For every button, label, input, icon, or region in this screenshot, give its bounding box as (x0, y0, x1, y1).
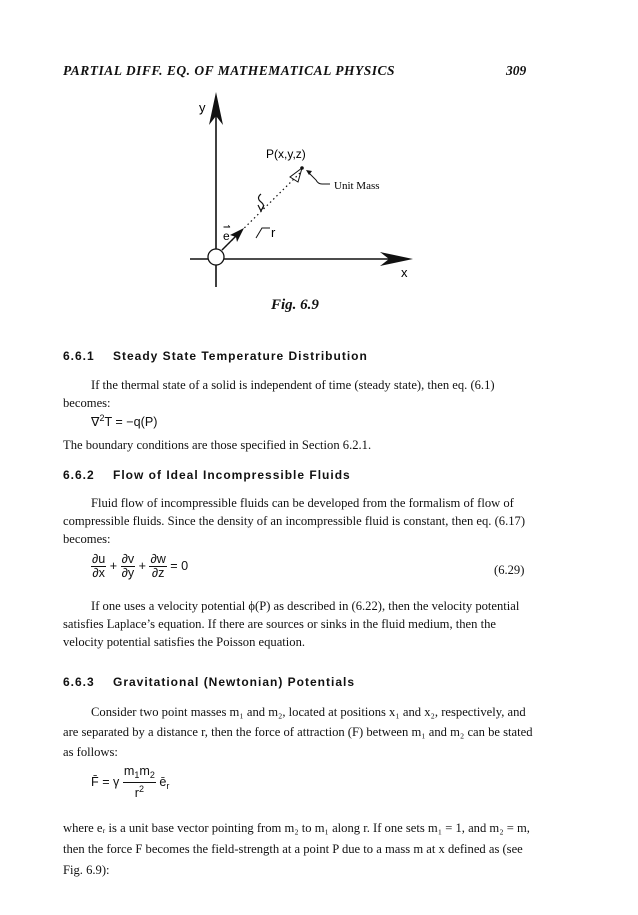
section-title: Flow of Ideal Incompressible Fluids (113, 468, 351, 482)
section-number: 6.6.1 (63, 349, 95, 363)
paragraph-6-6-2-intro: Fluid flow of incompressible fluids can be developed from the formalism of flow of compressible fluids. Since the density of an incompressible fluid is constant, then eq. (6.17) becomes: (63, 496, 526, 546)
origin-circle (208, 249, 224, 265)
figure-6-9 (0, 0, 638, 330)
section-heading-6-6-3 (63, 675, 355, 689)
paragraph-6-6-2-potential: If one uses a velocity potential ϕ(P) as described in (6.22), then the velocity potential satisfies Laplace’s equation. If there are sources or sinks in the fluid medium, then the velocity potential satisfies the Poisson equation. (63, 599, 520, 649)
equation-number-6-29: (6.29) (494, 563, 525, 577)
point-label: P(x,y,z) (266, 147, 306, 161)
paragraph-6-6-3-unit-vector: where eᵣ is a unit base vector pointing from m₂ to m₁ along r. If one sets m₁ = 1, and m₂ = m, then the force F becomes the field-strength at a point P due to a mass m at x defined as (see Fig. 6.9): (63, 821, 530, 877)
unit-mass-leader (308, 172, 330, 184)
e-label: e (223, 229, 230, 243)
equation-newton-gravity: F̄ = γ $\frac{m_1m_2}{r^2}$ $ē_r$ (91, 764, 170, 800)
paragraph-6-6-3-intro: Consider two point masses m₁ and m₂, located at positions x₁ and x₂, respectively, and are separated by a distance r, then the force of attraction (F) between m₁ and m₂ can be stated as follows: (63, 705, 533, 759)
unit-mass-label: Unit Mass (334, 180, 380, 192)
section-heading-6-6-1 (63, 349, 368, 363)
section-heading-6-6-2 (63, 468, 351, 482)
r-squiggle (258, 194, 264, 211)
paragraph-6-6-1-boundary: The boundary conditions are those specified in Section 6.2.1. (63, 438, 372, 452)
e-vector-bar: ⇀ (223, 222, 231, 232)
x-axis-label: x (401, 265, 408, 280)
equation-continuity: $\frac{\partial u}{\partial x}$ + $\frac{\partial v}{\partial y}$ + $\frac{\partial w}{\partial z}$ = 0 (92, 552, 189, 580)
running-header: PARTIAL DIFF. EQ. OF MATHEMATICAL PHYSICS (63, 63, 395, 78)
section-number: 6.6.2 (63, 468, 95, 482)
section-number: 6.6.3 (63, 675, 95, 689)
page-number: 309 (506, 63, 527, 78)
r-label: r (271, 225, 276, 240)
unit-mass-leader-arrow (306, 170, 312, 175)
paragraph-6-6-1-intro: If the thermal state of a solid is independent of time (steady state), then eq. (6.1) becomes: (63, 378, 495, 410)
y-axis-label: y (199, 100, 206, 115)
unit-mass-triangle (290, 168, 302, 182)
r-leader (256, 228, 270, 238)
point-p-dot (300, 166, 304, 170)
section-title: Steady State Temperature Distribution (113, 349, 368, 363)
figure-caption: Fig. 6.9 (271, 297, 319, 313)
section-title: Gravitational (Newtonian) Potentials (113, 675, 356, 689)
equation-steady-state: ∇$^2$T = −q(P) (91, 413, 158, 429)
